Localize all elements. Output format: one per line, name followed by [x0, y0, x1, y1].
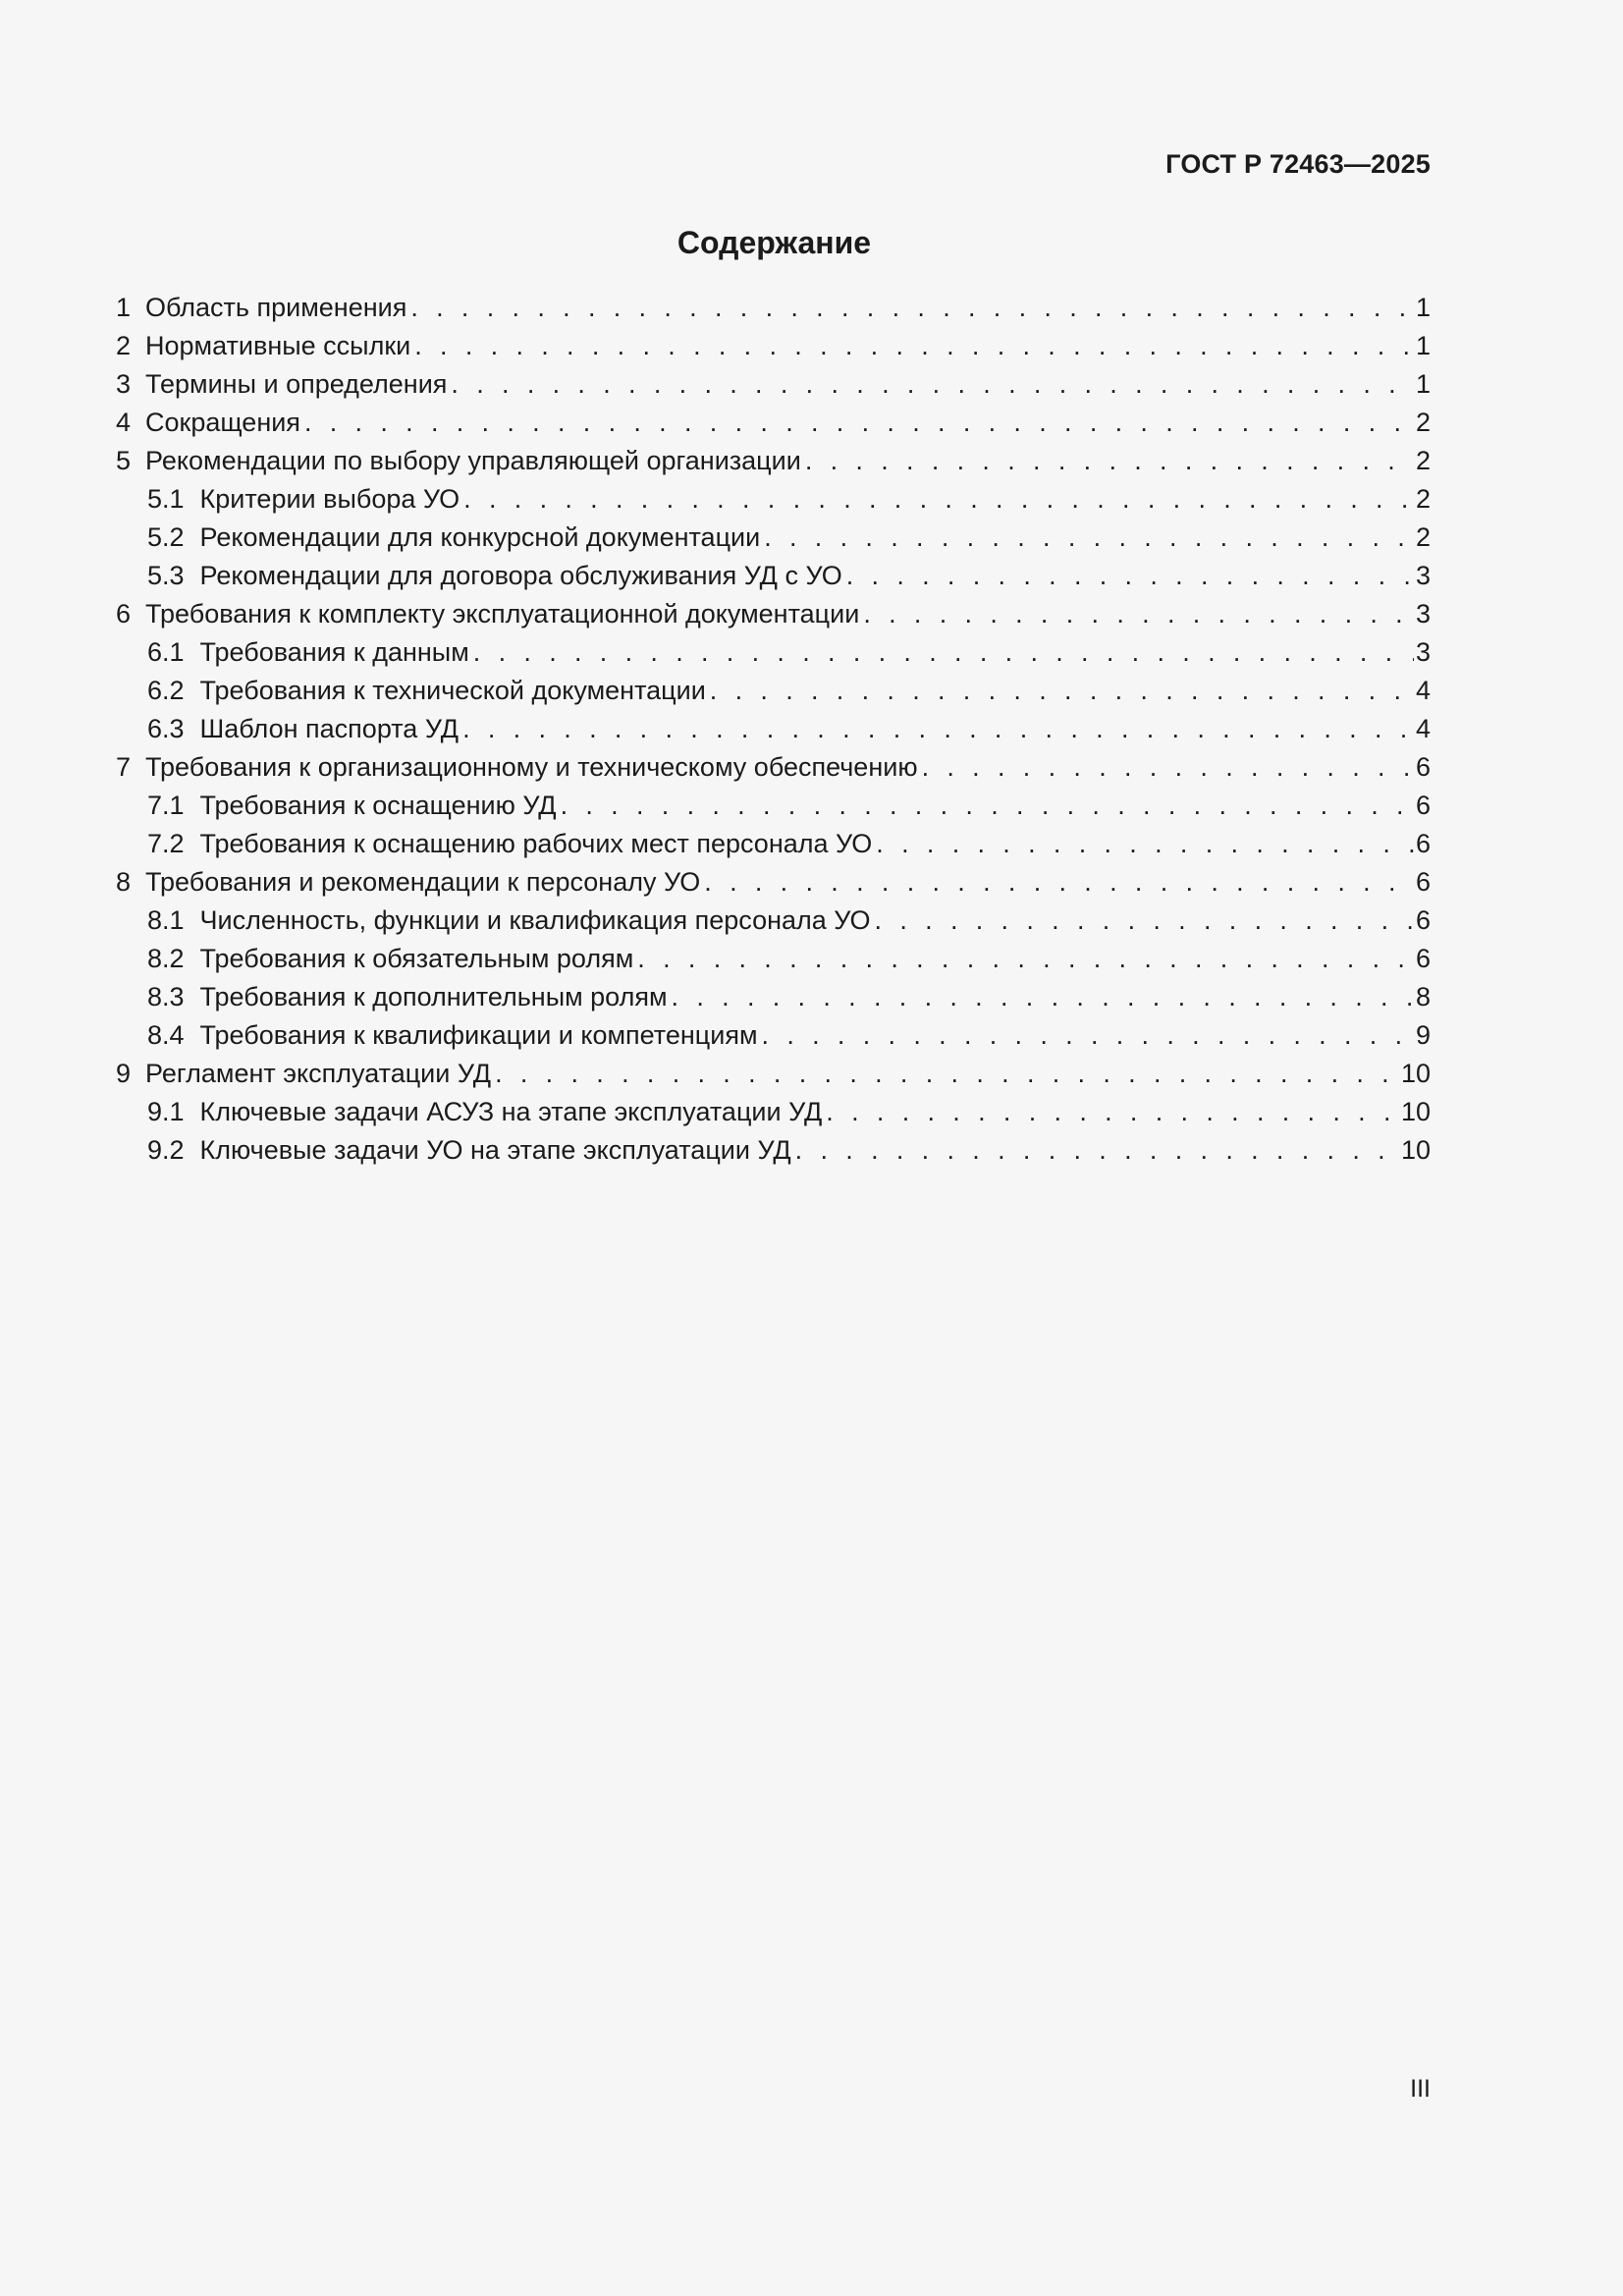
toc-dot-leader	[700, 863, 1414, 902]
toc-entry[interactable]	[116, 327, 1431, 365]
toc-entry[interactable]	[116, 902, 1431, 940]
toc-entry-page: 8	[1415, 982, 1431, 1011]
toc-entry-number: 5.1	[147, 484, 185, 514]
toc-entry-page: 3	[1415, 637, 1431, 667]
toc-dot-leader	[760, 519, 1414, 557]
toc-entry[interactable]	[116, 1055, 1431, 1093]
toc-entry-number: 7.1	[147, 791, 185, 820]
toc-entry-page: 2	[1415, 484, 1431, 514]
toc-entry[interactable]	[116, 442, 1431, 480]
toc-dot-leader	[491, 1055, 1399, 1093]
toc-entry[interactable]	[116, 787, 1431, 825]
toc-entry-page: 1	[1415, 293, 1431, 322]
toc-dot-leader	[406, 289, 1414, 327]
toc-entry-number: 7.2	[147, 829, 185, 858]
toc-entry-title: Требования к оснащению рабочих мест персонала УО	[199, 829, 873, 858]
toc-entry-page: 6	[1415, 905, 1431, 935]
toc-entry-title: Требования к квалификации и компетенциям	[199, 1020, 758, 1050]
toc-entry-page: 10	[1400, 1059, 1431, 1088]
toc-entry[interactable]	[116, 595, 1431, 633]
toc-entry-number: 4	[116, 408, 132, 437]
document-standard-number: ГОСТ Р 72463—2025	[1165, 149, 1431, 179]
toc-dot-leader	[668, 978, 1414, 1016]
toc-entry[interactable]	[116, 557, 1431, 595]
toc-entry-title: Регламент эксплуатации УД	[145, 1059, 492, 1088]
toc-entry[interactable]	[116, 1093, 1431, 1131]
toc-entry-page: 2	[1415, 408, 1431, 437]
toc-entry-number: 9	[116, 1059, 132, 1088]
toc-entry-number: 6	[116, 599, 132, 629]
toc-entry-page: 10	[1400, 1135, 1431, 1165]
toc-dot-leader	[758, 1016, 1414, 1055]
toc-entry-page: 2	[1415, 522, 1431, 552]
toc-entry-page: 4	[1415, 676, 1431, 705]
toc-entry-number: 6.1	[147, 637, 185, 667]
toc-entry-number: 8	[116, 867, 132, 897]
toc-entry-page: 6	[1415, 829, 1431, 858]
toc-entry[interactable]	[116, 480, 1431, 519]
toc-entry-number: 8.4	[147, 1020, 185, 1050]
toc-dot-leader	[460, 480, 1414, 519]
toc-dot-leader	[557, 787, 1414, 825]
toc-entry-title: Рекомендации для договора обслуживания УД с УО	[199, 561, 842, 590]
toc-entry-title: Сокращения	[145, 408, 300, 437]
toc-entry[interactable]	[116, 710, 1431, 748]
toc-entry[interactable]	[116, 672, 1431, 710]
toc-entry-title: Численность, функции и квалификация персонала УО	[199, 905, 871, 935]
toc-entry-page: 6	[1415, 867, 1431, 897]
toc-entry-number: 9.1	[147, 1097, 185, 1126]
toc-entry-title: Требования к данным	[199, 637, 469, 667]
toc-entry-title: Рекомендации для конкурсной документации	[199, 522, 761, 552]
toc-entry-number: 5.2	[147, 522, 185, 552]
toc-title: Содержание	[676, 225, 872, 260]
toc-entry-page: 10	[1400, 1097, 1431, 1126]
toc-entry[interactable]	[116, 1016, 1431, 1055]
toc-entry-title: Требования к оснащению УД	[199, 791, 557, 820]
toc-dot-leader	[872, 825, 1414, 863]
toc-entry[interactable]	[116, 863, 1431, 902]
toc-entry-title: Нормативные ссылки	[145, 331, 411, 360]
toc-entry-title: Требования к организационному и техническому обеспечению	[145, 752, 918, 782]
toc-dot-leader	[410, 327, 1414, 365]
toc-entry-number: 1	[116, 293, 132, 322]
toc-dot-leader	[859, 595, 1414, 633]
toc-dot-leader	[822, 1093, 1399, 1131]
toc-entry-title: Требования к обязательным ролям	[199, 944, 634, 973]
toc-entry-page: 6	[1415, 752, 1431, 782]
toc-entry-title: Требования к комплекту эксплуатационной документации	[145, 599, 860, 629]
toc-dot-leader	[801, 442, 1414, 480]
toc-entry-title: Ключевые задачи АСУЗ на этапе эксплуатации УД	[199, 1097, 823, 1126]
toc-entry-page: 4	[1415, 714, 1431, 743]
toc-dot-leader	[447, 365, 1414, 404]
toc-entry-title: Рекомендации по выбору управляющей организации	[145, 446, 801, 475]
toc-entry-title: Требования к дополнительным ролям	[199, 982, 668, 1011]
toc-entry[interactable]	[116, 978, 1431, 1016]
toc-entry[interactable]	[116, 289, 1431, 327]
toc-entry[interactable]	[116, 940, 1431, 978]
toc-entry-number: 8.2	[147, 944, 185, 973]
toc-entry-title: Ключевые задачи УО на этапе эксплуатации УД	[199, 1135, 791, 1165]
toc-entry-title: Требования и рекомендации к персоналу УО	[145, 867, 701, 897]
toc-entry[interactable]	[116, 519, 1431, 557]
toc-entry-title: Шаблон паспорта УД	[199, 714, 460, 743]
toc-entry-title: Критерии выбора УО	[199, 484, 460, 514]
toc-entry-number: 9.2	[147, 1135, 185, 1165]
toc-dot-leader	[871, 902, 1414, 940]
toc-entry[interactable]	[116, 1131, 1431, 1170]
toc-dot-leader	[791, 1131, 1399, 1170]
toc-dot-leader	[842, 557, 1414, 595]
table-of-contents	[116, 289, 1431, 1170]
page-number: III	[1410, 2075, 1431, 2103]
toc-entry-page: 1	[1415, 331, 1431, 360]
toc-entry-page: 1	[1415, 369, 1431, 399]
toc-entry-number: 6.3	[147, 714, 185, 743]
toc-entry[interactable]	[116, 404, 1431, 442]
toc-dot-leader	[459, 710, 1414, 748]
toc-entry-title: Область применения	[145, 293, 407, 322]
toc-entry-number: 6.2	[147, 676, 185, 705]
toc-dot-leader	[633, 940, 1414, 978]
toc-entry-number: 3	[116, 369, 132, 399]
toc-dot-leader	[918, 748, 1414, 787]
toc-entry-title: Требования к технической документации	[199, 676, 706, 705]
toc-entry-number: 2	[116, 331, 132, 360]
toc-entry-title: Термины и определения	[145, 369, 448, 399]
toc-entry-number: 8.1	[147, 905, 185, 935]
toc-entry-number: 8.3	[147, 982, 185, 1011]
toc-dot-leader	[300, 404, 1414, 442]
toc-entry-page: 3	[1415, 599, 1431, 629]
toc-entry-number: 7	[116, 752, 132, 782]
toc-entry-page: 6	[1415, 791, 1431, 820]
toc-entry[interactable]	[116, 365, 1431, 404]
toc-entry[interactable]	[116, 748, 1431, 787]
toc-entry-page: 6	[1415, 944, 1431, 973]
toc-entry[interactable]	[116, 825, 1431, 863]
toc-dot-leader	[706, 672, 1414, 710]
toc-entry-page: 9	[1415, 1020, 1431, 1050]
toc-entry-number: 5	[116, 446, 132, 475]
toc-entry[interactable]	[116, 633, 1431, 672]
toc-dot-leader	[469, 633, 1414, 672]
toc-entry-page: 3	[1415, 561, 1431, 590]
toc-entry-number: 5.3	[147, 561, 185, 590]
toc-entry-page: 2	[1415, 446, 1431, 475]
